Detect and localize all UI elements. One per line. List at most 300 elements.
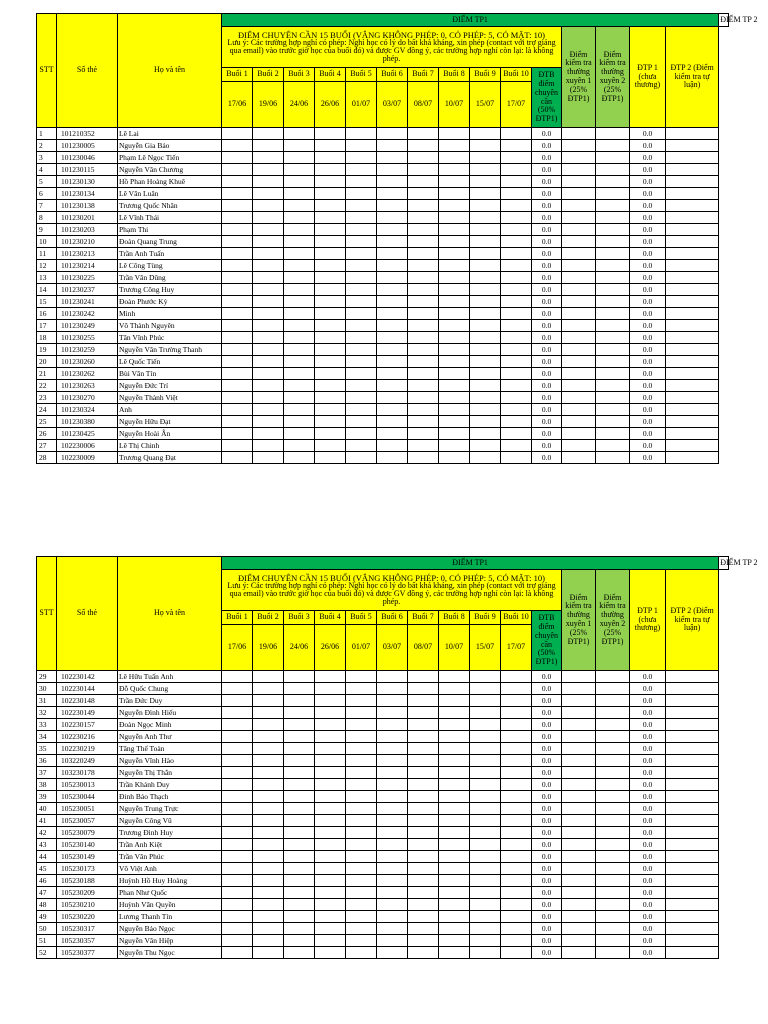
- row-session-cell[interactable]: [284, 224, 315, 236]
- row-session-cell[interactable]: [253, 332, 284, 344]
- row-session-cell[interactable]: [284, 152, 315, 164]
- row-session-cell[interactable]: [439, 935, 470, 947]
- row-session-cell[interactable]: [377, 212, 408, 224]
- row-dtp2-cell[interactable]: [666, 695, 719, 707]
- row-session-cell[interactable]: [315, 695, 346, 707]
- row-kt2-cell[interactable]: [596, 827, 630, 839]
- row-session-cell[interactable]: [315, 296, 346, 308]
- row-session-cell[interactable]: [470, 344, 501, 356]
- row-session-cell[interactable]: [346, 320, 377, 332]
- row-session-cell[interactable]: [408, 152, 439, 164]
- row-session-cell[interactable]: [501, 236, 532, 248]
- row-session-cell[interactable]: [501, 392, 532, 404]
- row-kt1-cell[interactable]: [562, 404, 596, 416]
- row-dtp2-cell[interactable]: [666, 344, 719, 356]
- row-session-cell[interactable]: [284, 947, 315, 959]
- row-kt1-cell[interactable]: [562, 695, 596, 707]
- row-session-cell[interactable]: [315, 260, 346, 272]
- row-kt2-cell[interactable]: [596, 152, 630, 164]
- row-dtp2-cell[interactable]: [666, 719, 719, 731]
- row-kt1-cell[interactable]: [562, 851, 596, 863]
- row-kt2-cell[interactable]: [596, 935, 630, 947]
- row-session-cell[interactable]: [501, 128, 532, 140]
- row-session-cell[interactable]: [253, 356, 284, 368]
- row-session-cell[interactable]: [315, 911, 346, 923]
- row-dtp2-cell[interactable]: [666, 236, 719, 248]
- row-session-cell[interactable]: [284, 803, 315, 815]
- row-kt2-cell[interactable]: [596, 683, 630, 695]
- row-session-cell[interactable]: [253, 875, 284, 887]
- row-session-cell[interactable]: [315, 140, 346, 152]
- row-session-cell[interactable]: [284, 380, 315, 392]
- row-session-cell[interactable]: [222, 947, 253, 959]
- row-session-cell[interactable]: [253, 887, 284, 899]
- row-session-cell[interactable]: [253, 719, 284, 731]
- row-session-cell[interactable]: [501, 923, 532, 935]
- row-session-cell[interactable]: [222, 224, 253, 236]
- row-session-cell[interactable]: [439, 140, 470, 152]
- row-session-cell[interactable]: [501, 344, 532, 356]
- row-session-cell[interactable]: [439, 767, 470, 779]
- row-session-cell[interactable]: [408, 164, 439, 176]
- row-kt1-cell[interactable]: [562, 911, 596, 923]
- row-session-cell[interactable]: [222, 392, 253, 404]
- row-session-cell[interactable]: [284, 140, 315, 152]
- row-session-cell[interactable]: [501, 935, 532, 947]
- row-session-cell[interactable]: [346, 356, 377, 368]
- row-session-cell[interactable]: [470, 152, 501, 164]
- row-session-cell[interactable]: [346, 803, 377, 815]
- row-session-cell[interactable]: [439, 260, 470, 272]
- row-session-cell[interactable]: [346, 791, 377, 803]
- row-session-cell[interactable]: [346, 743, 377, 755]
- row-kt1-cell[interactable]: [562, 923, 596, 935]
- row-kt2-cell[interactable]: [596, 380, 630, 392]
- row-kt1-cell[interactable]: [562, 416, 596, 428]
- row-kt2-cell[interactable]: [596, 248, 630, 260]
- row-session-cell[interactable]: [346, 779, 377, 791]
- row-kt2-cell[interactable]: [596, 272, 630, 284]
- row-session-cell[interactable]: [501, 875, 532, 887]
- row-session-cell[interactable]: [315, 671, 346, 683]
- row-kt1-cell[interactable]: [562, 200, 596, 212]
- row-session-cell[interactable]: [377, 779, 408, 791]
- row-session-cell[interactable]: [222, 140, 253, 152]
- row-session-cell[interactable]: [284, 827, 315, 839]
- row-session-cell[interactable]: [284, 356, 315, 368]
- row-session-cell[interactable]: [470, 452, 501, 464]
- row-session-cell[interactable]: [501, 176, 532, 188]
- row-session-cell[interactable]: [284, 707, 315, 719]
- row-kt1-cell[interactable]: [562, 803, 596, 815]
- row-session-cell[interactable]: [253, 320, 284, 332]
- row-session-cell[interactable]: [315, 839, 346, 851]
- row-session-cell[interactable]: [470, 236, 501, 248]
- row-session-cell[interactable]: [377, 188, 408, 200]
- row-session-cell[interactable]: [284, 935, 315, 947]
- row-session-cell[interactable]: [470, 875, 501, 887]
- row-kt2-cell[interactable]: [596, 695, 630, 707]
- row-kt1-cell[interactable]: [562, 284, 596, 296]
- row-kt2-cell[interactable]: [596, 452, 630, 464]
- row-session-cell[interactable]: [470, 416, 501, 428]
- row-dtp2-cell[interactable]: [666, 863, 719, 875]
- row-dtp2-cell[interactable]: [666, 176, 719, 188]
- row-session-cell[interactable]: [377, 947, 408, 959]
- row-session-cell[interactable]: [377, 176, 408, 188]
- row-session-cell[interactable]: [284, 188, 315, 200]
- row-session-cell[interactable]: [315, 755, 346, 767]
- row-session-cell[interactable]: [501, 428, 532, 440]
- row-session-cell[interactable]: [222, 671, 253, 683]
- row-session-cell[interactable]: [408, 743, 439, 755]
- row-kt2-cell[interactable]: [596, 176, 630, 188]
- row-session-cell[interactable]: [377, 839, 408, 851]
- row-session-cell[interactable]: [408, 296, 439, 308]
- row-kt2-cell[interactable]: [596, 260, 630, 272]
- row-kt1-cell[interactable]: [562, 671, 596, 683]
- row-session-cell[interactable]: [253, 284, 284, 296]
- row-dtp2-cell[interactable]: [666, 140, 719, 152]
- row-session-cell[interactable]: [346, 815, 377, 827]
- row-session-cell[interactable]: [253, 767, 284, 779]
- row-session-cell[interactable]: [222, 404, 253, 416]
- row-kt2-cell[interactable]: [596, 731, 630, 743]
- row-kt2-cell[interactable]: [596, 296, 630, 308]
- row-kt1-cell[interactable]: [562, 839, 596, 851]
- row-kt2-cell[interactable]: [596, 224, 630, 236]
- row-dtp2-cell[interactable]: [666, 224, 719, 236]
- row-kt2-cell[interactable]: [596, 947, 630, 959]
- row-dtp2-cell[interactable]: [666, 779, 719, 791]
- row-session-cell[interactable]: [377, 272, 408, 284]
- row-kt2-cell[interactable]: [596, 875, 630, 887]
- row-dtp2-cell[interactable]: [666, 827, 719, 839]
- row-session-cell[interactable]: [222, 875, 253, 887]
- row-session-cell[interactable]: [501, 887, 532, 899]
- row-session-cell[interactable]: [501, 272, 532, 284]
- row-session-cell[interactable]: [439, 911, 470, 923]
- row-session-cell[interactable]: [439, 440, 470, 452]
- row-session-cell[interactable]: [470, 296, 501, 308]
- row-session-cell[interactable]: [346, 911, 377, 923]
- row-session-cell[interactable]: [377, 827, 408, 839]
- row-session-cell[interactable]: [284, 296, 315, 308]
- row-session-cell[interactable]: [253, 671, 284, 683]
- row-session-cell[interactable]: [284, 851, 315, 863]
- row-session-cell[interactable]: [253, 863, 284, 875]
- row-dtp2-cell[interactable]: [666, 791, 719, 803]
- row-session-cell[interactable]: [377, 392, 408, 404]
- row-session-cell[interactable]: [501, 224, 532, 236]
- row-kt1-cell[interactable]: [562, 815, 596, 827]
- row-session-cell[interactable]: [253, 755, 284, 767]
- row-session-cell[interactable]: [284, 887, 315, 899]
- row-session-cell[interactable]: [222, 683, 253, 695]
- row-session-cell[interactable]: [470, 392, 501, 404]
- row-session-cell[interactable]: [346, 308, 377, 320]
- row-session-cell[interactable]: [408, 308, 439, 320]
- row-session-cell[interactable]: [346, 839, 377, 851]
- row-session-cell[interactable]: [284, 212, 315, 224]
- row-session-cell[interactable]: [222, 899, 253, 911]
- row-kt2-cell[interactable]: [596, 755, 630, 767]
- row-session-cell[interactable]: [377, 452, 408, 464]
- row-session-cell[interactable]: [253, 779, 284, 791]
- row-kt1-cell[interactable]: [562, 791, 596, 803]
- row-session-cell[interactable]: [501, 827, 532, 839]
- row-kt2-cell[interactable]: [596, 344, 630, 356]
- row-session-cell[interactable]: [253, 224, 284, 236]
- row-session-cell[interactable]: [346, 671, 377, 683]
- row-session-cell[interactable]: [408, 200, 439, 212]
- row-kt2-cell[interactable]: [596, 803, 630, 815]
- row-session-cell[interactable]: [222, 731, 253, 743]
- row-dtp2-cell[interactable]: [666, 671, 719, 683]
- row-session-cell[interactable]: [408, 260, 439, 272]
- row-session-cell[interactable]: [284, 164, 315, 176]
- row-kt2-cell[interactable]: [596, 719, 630, 731]
- row-session-cell[interactable]: [377, 200, 408, 212]
- row-session-cell[interactable]: [222, 296, 253, 308]
- row-session-cell[interactable]: [501, 320, 532, 332]
- row-session-cell[interactable]: [439, 236, 470, 248]
- row-session-cell[interactable]: [315, 188, 346, 200]
- row-session-cell[interactable]: [439, 887, 470, 899]
- row-session-cell[interactable]: [501, 803, 532, 815]
- row-session-cell[interactable]: [501, 791, 532, 803]
- row-kt2-cell[interactable]: [596, 164, 630, 176]
- row-dtp2-cell[interactable]: [666, 212, 719, 224]
- row-session-cell[interactable]: [315, 719, 346, 731]
- row-session-cell[interactable]: [470, 803, 501, 815]
- row-session-cell[interactable]: [222, 344, 253, 356]
- row-session-cell[interactable]: [253, 392, 284, 404]
- row-session-cell[interactable]: [253, 935, 284, 947]
- row-dtp2-cell[interactable]: [666, 947, 719, 959]
- row-session-cell[interactable]: [470, 404, 501, 416]
- row-session-cell[interactable]: [346, 707, 377, 719]
- row-session-cell[interactable]: [439, 224, 470, 236]
- row-session-cell[interactable]: [284, 200, 315, 212]
- row-dtp2-cell[interactable]: [666, 200, 719, 212]
- row-session-cell[interactable]: [346, 827, 377, 839]
- row-session-cell[interactable]: [315, 887, 346, 899]
- row-kt1-cell[interactable]: [562, 260, 596, 272]
- row-session-cell[interactable]: [284, 452, 315, 464]
- row-session-cell[interactable]: [470, 284, 501, 296]
- row-session-cell[interactable]: [501, 380, 532, 392]
- row-kt1-cell[interactable]: [562, 356, 596, 368]
- row-session-cell[interactable]: [377, 128, 408, 140]
- row-session-cell[interactable]: [377, 284, 408, 296]
- row-session-cell[interactable]: [253, 140, 284, 152]
- row-session-cell[interactable]: [377, 767, 408, 779]
- row-session-cell[interactable]: [439, 248, 470, 260]
- row-session-cell[interactable]: [253, 683, 284, 695]
- row-kt2-cell[interactable]: [596, 368, 630, 380]
- row-session-cell[interactable]: [222, 719, 253, 731]
- row-session-cell[interactable]: [408, 248, 439, 260]
- row-session-cell[interactable]: [222, 827, 253, 839]
- row-session-cell[interactable]: [439, 695, 470, 707]
- row-dtp2-cell[interactable]: [666, 368, 719, 380]
- row-session-cell[interactable]: [346, 719, 377, 731]
- row-session-cell[interactable]: [346, 344, 377, 356]
- row-session-cell[interactable]: [408, 719, 439, 731]
- row-session-cell[interactable]: [408, 320, 439, 332]
- row-kt1-cell[interactable]: [562, 731, 596, 743]
- row-session-cell[interactable]: [501, 947, 532, 959]
- row-kt2-cell[interactable]: [596, 416, 630, 428]
- row-session-cell[interactable]: [408, 452, 439, 464]
- row-session-cell[interactable]: [408, 428, 439, 440]
- row-kt1-cell[interactable]: [562, 368, 596, 380]
- row-session-cell[interactable]: [315, 923, 346, 935]
- row-kt1-cell[interactable]: [562, 767, 596, 779]
- row-session-cell[interactable]: [222, 128, 253, 140]
- row-kt1-cell[interactable]: [562, 935, 596, 947]
- row-dtp2-cell[interactable]: [666, 164, 719, 176]
- row-session-cell[interactable]: [284, 332, 315, 344]
- row-session-cell[interactable]: [253, 707, 284, 719]
- row-kt2-cell[interactable]: [596, 212, 630, 224]
- row-session-cell[interactable]: [439, 803, 470, 815]
- row-session-cell[interactable]: [284, 284, 315, 296]
- row-session-cell[interactable]: [222, 284, 253, 296]
- row-session-cell[interactable]: [377, 815, 408, 827]
- row-session-cell[interactable]: [501, 707, 532, 719]
- row-session-cell[interactable]: [408, 947, 439, 959]
- row-session-cell[interactable]: [222, 791, 253, 803]
- row-session-cell[interactable]: [439, 368, 470, 380]
- row-session-cell[interactable]: [222, 320, 253, 332]
- row-session-cell[interactable]: [284, 779, 315, 791]
- row-session-cell[interactable]: [284, 440, 315, 452]
- row-session-cell[interactable]: [222, 260, 253, 272]
- row-session-cell[interactable]: [470, 200, 501, 212]
- row-session-cell[interactable]: [377, 308, 408, 320]
- row-session-cell[interactable]: [253, 404, 284, 416]
- row-session-cell[interactable]: [346, 404, 377, 416]
- row-session-cell[interactable]: [315, 935, 346, 947]
- row-session-cell[interactable]: [377, 260, 408, 272]
- row-session-cell[interactable]: [501, 164, 532, 176]
- row-kt2-cell[interactable]: [596, 320, 630, 332]
- row-kt1-cell[interactable]: [562, 392, 596, 404]
- row-session-cell[interactable]: [346, 236, 377, 248]
- row-session-cell[interactable]: [346, 947, 377, 959]
- row-session-cell[interactable]: [501, 911, 532, 923]
- row-session-cell[interactable]: [501, 779, 532, 791]
- row-session-cell[interactable]: [222, 332, 253, 344]
- row-session-cell[interactable]: [501, 152, 532, 164]
- row-session-cell[interactable]: [408, 272, 439, 284]
- row-kt2-cell[interactable]: [596, 887, 630, 899]
- row-session-cell[interactable]: [408, 755, 439, 767]
- row-session-cell[interactable]: [408, 404, 439, 416]
- row-kt1-cell[interactable]: [562, 140, 596, 152]
- row-session-cell[interactable]: [222, 935, 253, 947]
- row-session-cell[interactable]: [222, 152, 253, 164]
- row-session-cell[interactable]: [284, 815, 315, 827]
- row-session-cell[interactable]: [253, 815, 284, 827]
- row-session-cell[interactable]: [346, 224, 377, 236]
- row-session-cell[interactable]: [439, 719, 470, 731]
- row-session-cell[interactable]: [346, 416, 377, 428]
- row-kt2-cell[interactable]: [596, 440, 630, 452]
- row-session-cell[interactable]: [346, 164, 377, 176]
- row-session-cell[interactable]: [253, 743, 284, 755]
- row-session-cell[interactable]: [470, 212, 501, 224]
- row-session-cell[interactable]: [408, 935, 439, 947]
- row-session-cell[interactable]: [439, 863, 470, 875]
- row-kt1-cell[interactable]: [562, 875, 596, 887]
- row-session-cell[interactable]: [222, 248, 253, 260]
- row-dtp2-cell[interactable]: [666, 767, 719, 779]
- row-dtp2-cell[interactable]: [666, 356, 719, 368]
- row-dtp2-cell[interactable]: [666, 392, 719, 404]
- row-kt1-cell[interactable]: [562, 152, 596, 164]
- row-session-cell[interactable]: [439, 875, 470, 887]
- row-session-cell[interactable]: [346, 935, 377, 947]
- row-session-cell[interactable]: [470, 791, 501, 803]
- row-dtp2-cell[interactable]: [666, 260, 719, 272]
- row-session-cell[interactable]: [377, 320, 408, 332]
- row-session-cell[interactable]: [377, 404, 408, 416]
- row-session-cell[interactable]: [470, 683, 501, 695]
- row-session-cell[interactable]: [315, 707, 346, 719]
- row-session-cell[interactable]: [408, 356, 439, 368]
- row-session-cell[interactable]: [315, 272, 346, 284]
- row-session-cell[interactable]: [501, 404, 532, 416]
- row-session-cell[interactable]: [439, 452, 470, 464]
- row-session-cell[interactable]: [222, 272, 253, 284]
- row-session-cell[interactable]: [284, 128, 315, 140]
- row-kt1-cell[interactable]: [562, 248, 596, 260]
- row-session-cell[interactable]: [253, 260, 284, 272]
- row-session-cell[interactable]: [346, 428, 377, 440]
- row-session-cell[interactable]: [346, 140, 377, 152]
- row-session-cell[interactable]: [253, 176, 284, 188]
- row-session-cell[interactable]: [501, 899, 532, 911]
- row-session-cell[interactable]: [222, 452, 253, 464]
- row-kt2-cell[interactable]: [596, 200, 630, 212]
- row-session-cell[interactable]: [222, 887, 253, 899]
- row-session-cell[interactable]: [377, 236, 408, 248]
- row-session-cell[interactable]: [439, 128, 470, 140]
- row-kt1-cell[interactable]: [562, 452, 596, 464]
- row-session-cell[interactable]: [222, 911, 253, 923]
- row-session-cell[interactable]: [408, 284, 439, 296]
- row-session-cell[interactable]: [222, 212, 253, 224]
- row-session-cell[interactable]: [470, 755, 501, 767]
- row-session-cell[interactable]: [439, 284, 470, 296]
- row-session-cell[interactable]: [439, 683, 470, 695]
- row-session-cell[interactable]: [315, 803, 346, 815]
- row-session-cell[interactable]: [470, 128, 501, 140]
- row-session-cell[interactable]: [408, 188, 439, 200]
- row-session-cell[interactable]: [222, 176, 253, 188]
- row-session-cell[interactable]: [315, 452, 346, 464]
- row-session-cell[interactable]: [439, 188, 470, 200]
- row-session-cell[interactable]: [501, 308, 532, 320]
- row-session-cell[interactable]: [315, 428, 346, 440]
- row-session-cell[interactable]: [315, 236, 346, 248]
- row-session-cell[interactable]: [222, 755, 253, 767]
- row-session-cell[interactable]: [439, 731, 470, 743]
- row-session-cell[interactable]: [377, 368, 408, 380]
